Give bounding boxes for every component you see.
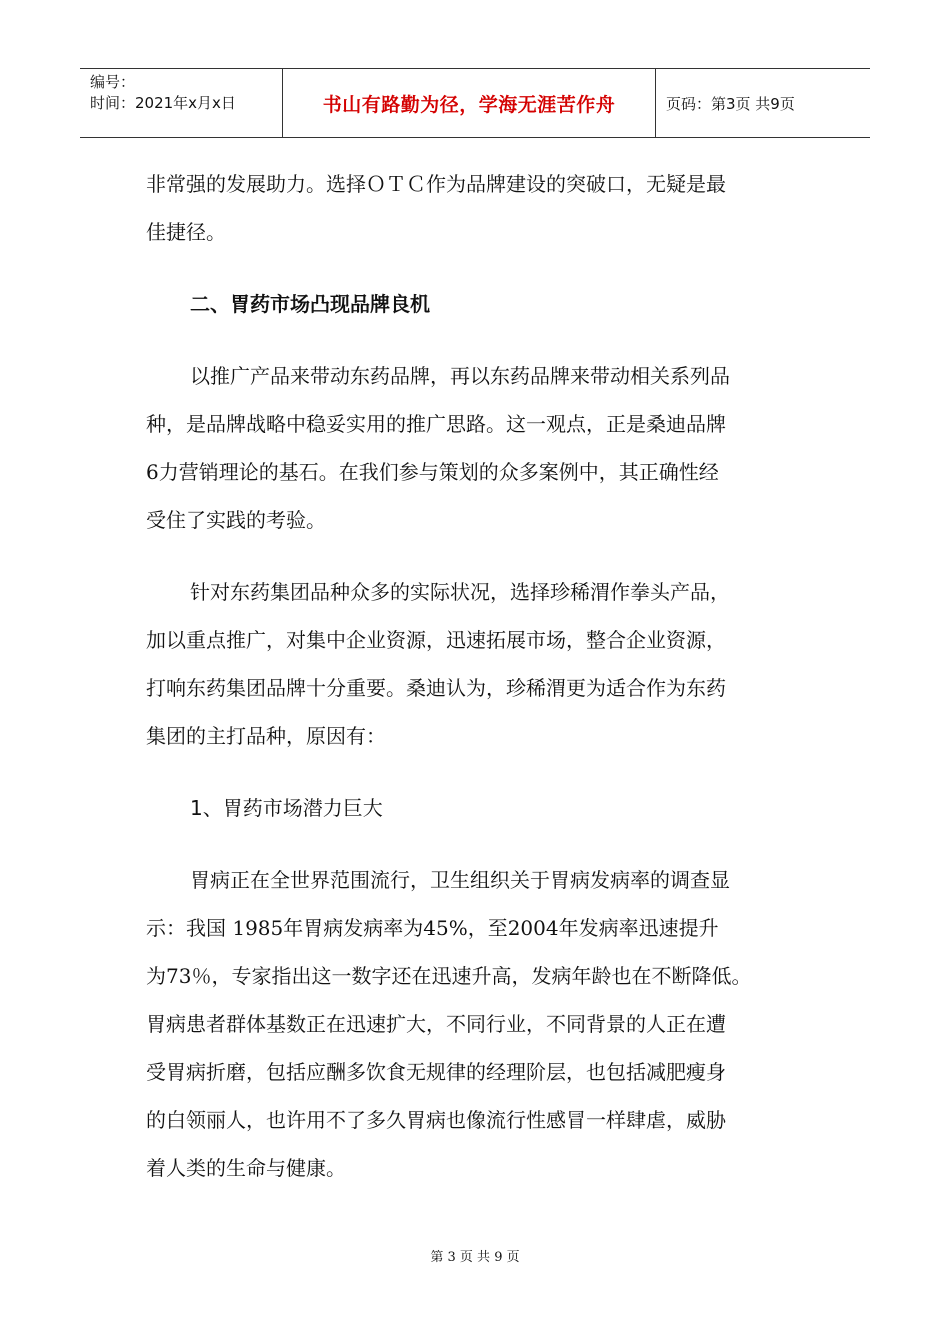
paragraph-line: 受胃病折磨，包括应酬多饮食无规律的经理阶层，也包括减肥瘦身: [146, 1060, 726, 1084]
paragraph-line: 的白领丽人，也许用不了多久胃病也像流行性感冒一样肆虐，威胁: [146, 1108, 726, 1132]
page-footer: 第 3 页 共 9 页: [430, 1250, 520, 1265]
header-motto: 书山有路勤为径，学海无涯苦作舟: [283, 69, 656, 137]
header-meta: [80, 69, 283, 137]
paragraph-line: 为73％，专家指出这一数字还在迅速升高，发病年龄也在不断降低。: [146, 964, 752, 988]
paragraph-line: 种，是品牌战略中稳妥实用的推广思路。这一观点，正是桑迪品牌: [146, 412, 726, 436]
paragraph-line: 佳捷径。: [146, 220, 226, 244]
subsection-heading: 1、胃药市场潜力巨大: [190, 796, 383, 820]
paragraph-line: 非常强的发展助力。选择ＯＴＣ作为品牌建设的突破口，无疑是最: [146, 172, 726, 196]
paragraph-line: 示：我国 1985年胃病发病率为45%，至2004年发病率迅速提升: [146, 916, 719, 940]
document-time-label: 时间：2021年x月x日: [90, 94, 236, 112]
paragraph-line: 胃病正在全世界范围流行，卫生组织关于胃病发病率的调查显: [190, 868, 730, 892]
page-header: [80, 68, 870, 138]
paragraph-line: 着人类的生命与健康。: [146, 1156, 346, 1180]
section-heading: 二、胃药市场凸现品牌良机: [190, 292, 430, 316]
header-page-info: 页码：第3页 共9页: [666, 94, 795, 113]
paragraph-line: 6力营销理论的基石。在我们参与策划的众多案例中，其正确性经: [146, 460, 719, 484]
paragraph-line: 胃病患者群体基数正在迅速扩大，不同行业，不同背景的人正在遭: [146, 1012, 726, 1036]
paragraph-line: 集团的主打品种，原因有：: [146, 724, 386, 748]
document-number-label: 编号：: [90, 73, 136, 91]
paragraph-line: 打响东药集团品牌十分重要。桑迪认为，珍稀渭更为适合作为东药: [146, 676, 726, 700]
paragraph-line: 加以重点推广，对集中企业资源，迅速拓展市场，整合企业资源，: [146, 628, 726, 652]
paragraph-line: 针对东药集团品种众多的实际状况，选择珍稀渭作拳头产品，: [190, 580, 730, 604]
paragraph-line: 受住了实践的考验。: [146, 508, 326, 532]
paragraph-line: 以推广产品来带动东药品牌，再以东药品牌来带动相关系列品: [190, 364, 730, 388]
document-body: [146, 160, 806, 1192]
